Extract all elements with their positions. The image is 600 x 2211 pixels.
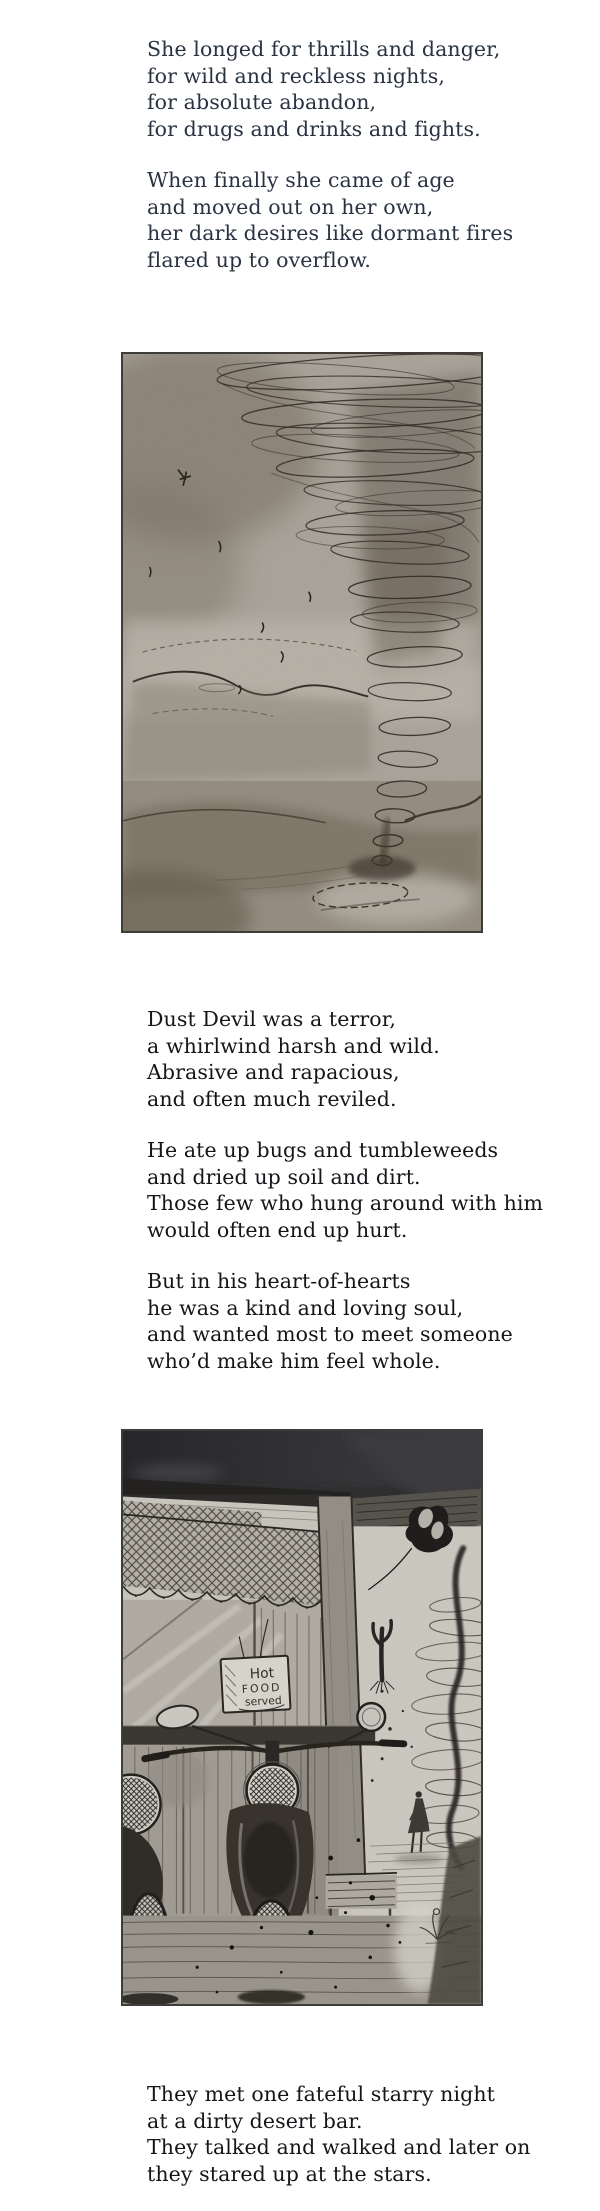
stanza [147,1137,543,1243]
paper-grain [123,354,481,931]
poem-line: They met one fateful starry night [147,2082,495,2106]
bar-illustration [121,1429,483,2006]
stanza [147,1268,543,1374]
poem-line: they stared up at the stars. [147,2161,432,2186]
poem-line: he was a kind and loving soul, [147,1295,464,1320]
poem-line: who’d make him feel whole. [147,1348,441,1373]
poem-line: her dark desires like dormant fires [147,221,514,245]
stanza [147,36,513,142]
poem-line: for drugs and drinks and fights. [147,116,481,141]
poem-line: a whirlwind harsh and wild. [147,1033,440,1058]
stanza [147,2081,530,2187]
poem-line: He ate up bugs and tumbleweeds [147,1138,499,1162]
poem-line: and often much reviled. [147,1086,397,1111]
poem-line: would often end up hurt. [147,1217,408,1242]
paper-grain [123,1431,481,2004]
poem-line: and moved out on her own, [147,194,434,219]
poem-line: She longed for thrills and danger, [147,37,501,61]
poem-line: When finally she came of age [147,168,455,192]
poem-line: Abrasive and rapacious, [147,1060,400,1084]
poem-line: and dried up soil and dirt. [147,1164,421,1189]
poem-line: Dust Devil was a terror, [147,1007,397,1031]
poem-meeting [147,2081,530,2187]
poem-line: But in his heart-of-hearts [147,1269,411,1293]
poem-line: Those few who hung around with him [147,1191,544,1215]
poem-line: for wild and reckless nights, [147,63,445,88]
poem-line: and wanted most to meet someone [147,1322,513,1346]
poem-line: at a dirty desert bar. [147,2108,363,2133]
poem-intro [147,36,513,273]
poem-dust-devil [147,1006,543,1374]
tornado-illustration [121,352,483,933]
stanza [147,1006,543,1112]
poem-line: flared up to overflow. [147,247,372,272]
poem-line: They talked and walked and later on [147,2135,531,2159]
stanza [147,167,513,273]
poem-line: for absolute abandon, [147,90,377,114]
